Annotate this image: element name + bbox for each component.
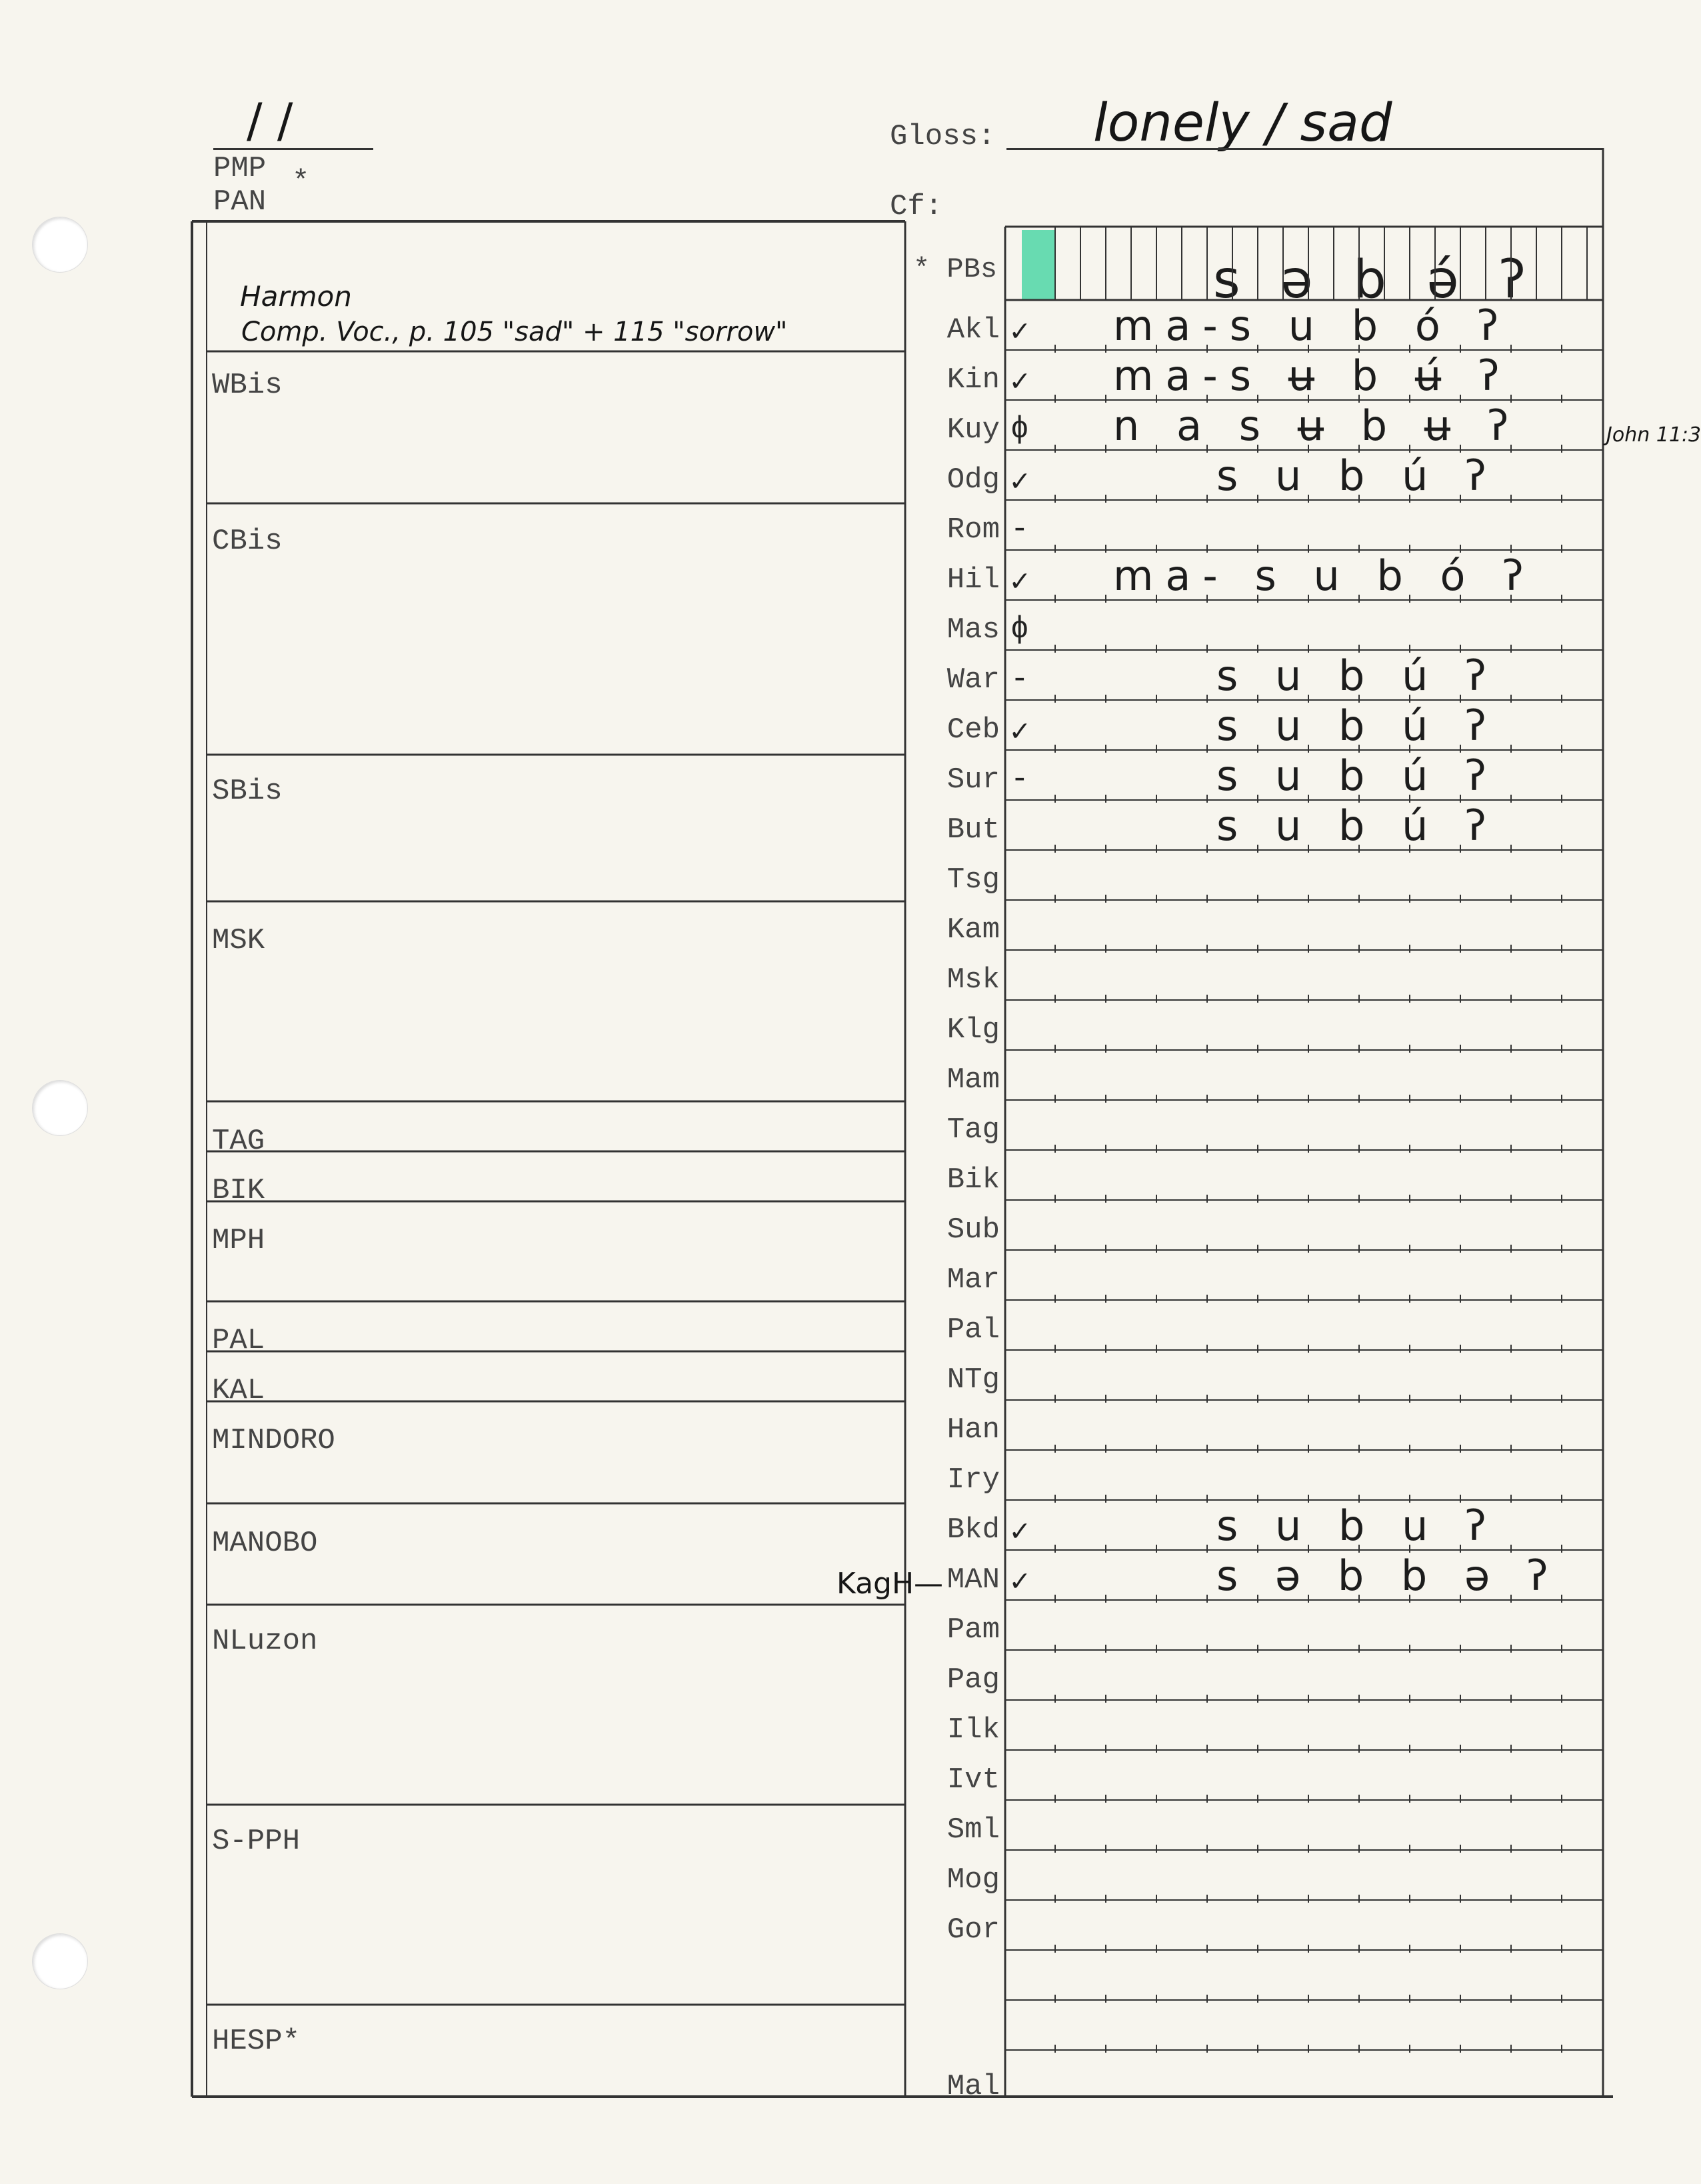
- reference-note: Comp. Voc., p. 105 "sad" + 115 "sorrow": [241, 317, 788, 347]
- gloss-label: Gloss:: [890, 120, 996, 153]
- language-code: Tsg: [946, 863, 1000, 897]
- language-code: Sur: [946, 763, 1000, 797]
- cognate-mark: ✓: [1010, 315, 1029, 350]
- language-code: Kuy: [946, 413, 1000, 447]
- cognate-mark: ✓: [1010, 715, 1029, 750]
- language-code: Hil: [946, 563, 1000, 597]
- cognate-mark: -: [1010, 512, 1029, 547]
- proto-form: s ə b ə́ ʔ: [1213, 250, 1538, 310]
- language-code: Mas: [946, 613, 1000, 647]
- cognate-mark: ✓: [1010, 1515, 1029, 1550]
- section-label-sbis: SBis: [212, 775, 283, 808]
- section-label-msk: MSK: [212, 924, 265, 957]
- cognate-mark: ϕ: [1010, 612, 1029, 647]
- john-note: John 11:3: [1606, 423, 1701, 447]
- language-code: But: [946, 813, 1000, 847]
- cognate-mark: ✓: [1010, 565, 1029, 600]
- language-code: Klg: [946, 1013, 1000, 1047]
- slash-marks: / /: [247, 93, 293, 148]
- language-code: Sml: [946, 1813, 1000, 1847]
- language-code: Msk: [946, 963, 1000, 997]
- gloss-value: lonely / sad: [1093, 93, 1392, 153]
- section-label-hesp: HESP*: [212, 2025, 301, 2058]
- language-code: Kam: [946, 913, 1000, 947]
- language-code: Gor: [946, 1913, 1000, 1947]
- section-label-manobo: MANOBO: [212, 1527, 318, 1560]
- reflex-form: ma-s ʉ b ʉ́ ʔ: [1113, 351, 1512, 400]
- reflex-form: s u b u ʔ: [1216, 1501, 1498, 1550]
- language-code: Rom: [946, 513, 1000, 547]
- language-code: Iry: [946, 1463, 1000, 1497]
- cognate-mark: -: [1010, 762, 1029, 797]
- language-code: Bkd: [946, 1513, 1000, 1547]
- section-label-s-pph: S-PPH: [212, 1825, 301, 1858]
- star-marker: *: [292, 165, 310, 199]
- section-label-mph: MPH: [212, 1224, 265, 1257]
- reflex-form: s u b ú ʔ: [1216, 701, 1498, 750]
- cognate-mark: ✓: [1010, 365, 1029, 400]
- language-code: Pal: [946, 1313, 1000, 1347]
- language-code: Akl: [946, 313, 1000, 347]
- language-code: War: [946, 663, 1000, 697]
- reflex-form: s u b ú ʔ: [1216, 651, 1498, 700]
- language-code-mal: Mal: [946, 2070, 1000, 2103]
- language-code: Pam: [946, 1613, 1000, 1647]
- language-code: MAN: [946, 1563, 1000, 1597]
- reflex-form: n a s ʉ b ʉ ʔ: [1113, 401, 1521, 450]
- language-code: Ceb: [946, 713, 1000, 747]
- section-label-cbis: CBis: [212, 525, 283, 558]
- language-code: Sub: [946, 1213, 1000, 1247]
- section-label-pal: PAL: [212, 1324, 265, 1357]
- section-label-tag: TAG: [212, 1125, 265, 1158]
- language-code: Pag: [946, 1663, 1000, 1697]
- section-label-nluzon: NLuzon: [212, 1625, 318, 1658]
- section-label-bik: BIK: [212, 1174, 265, 1207]
- language-code: Ivt: [946, 1763, 1000, 1797]
- language-code: Han: [946, 1413, 1000, 1447]
- cognate-mark: ϕ: [1010, 412, 1029, 447]
- kagh-note: KagH—: [837, 1567, 944, 1601]
- cognate-mark: ✓: [1010, 1565, 1029, 1600]
- language-code: Tag: [946, 1113, 1000, 1147]
- author-note: Harmon: [240, 280, 352, 313]
- reflex-form: ma-s u b ó ʔ: [1113, 301, 1511, 350]
- language-code: Mog: [946, 1863, 1000, 1897]
- cognate-mark: -: [1010, 662, 1029, 697]
- language-code: Odg: [946, 463, 1000, 497]
- reflex-form: s u b ú ʔ: [1216, 451, 1498, 500]
- language-code: NTg: [946, 1363, 1000, 1397]
- section-label-wbis: WBis: [212, 369, 283, 402]
- language-code: Bik: [946, 1163, 1000, 1197]
- language-code: Mam: [946, 1063, 1000, 1097]
- cf-label: Cf:: [890, 190, 943, 223]
- section-label-mindoro: MINDORO: [212, 1424, 335, 1457]
- cognate-mark: ✓: [1010, 465, 1029, 500]
- pmp-label: PMP: [213, 152, 267, 185]
- section-label-kal: KAL: [212, 1374, 265, 1407]
- reflex-form: ma- s u b ó ʔ: [1113, 551, 1536, 600]
- proto-label: * PBs: [913, 253, 998, 285]
- reflex-form: s ə b b ə ʔ: [1216, 1551, 1560, 1600]
- language-code: Ilk: [946, 1713, 1000, 1747]
- language-code: Mar: [946, 1263, 1000, 1297]
- reflex-form: s u b ú ʔ: [1216, 751, 1498, 800]
- reflex-form: s u b ú ʔ: [1216, 801, 1498, 850]
- pan-label: PAN: [213, 185, 267, 219]
- language-code: Kin: [946, 363, 1000, 397]
